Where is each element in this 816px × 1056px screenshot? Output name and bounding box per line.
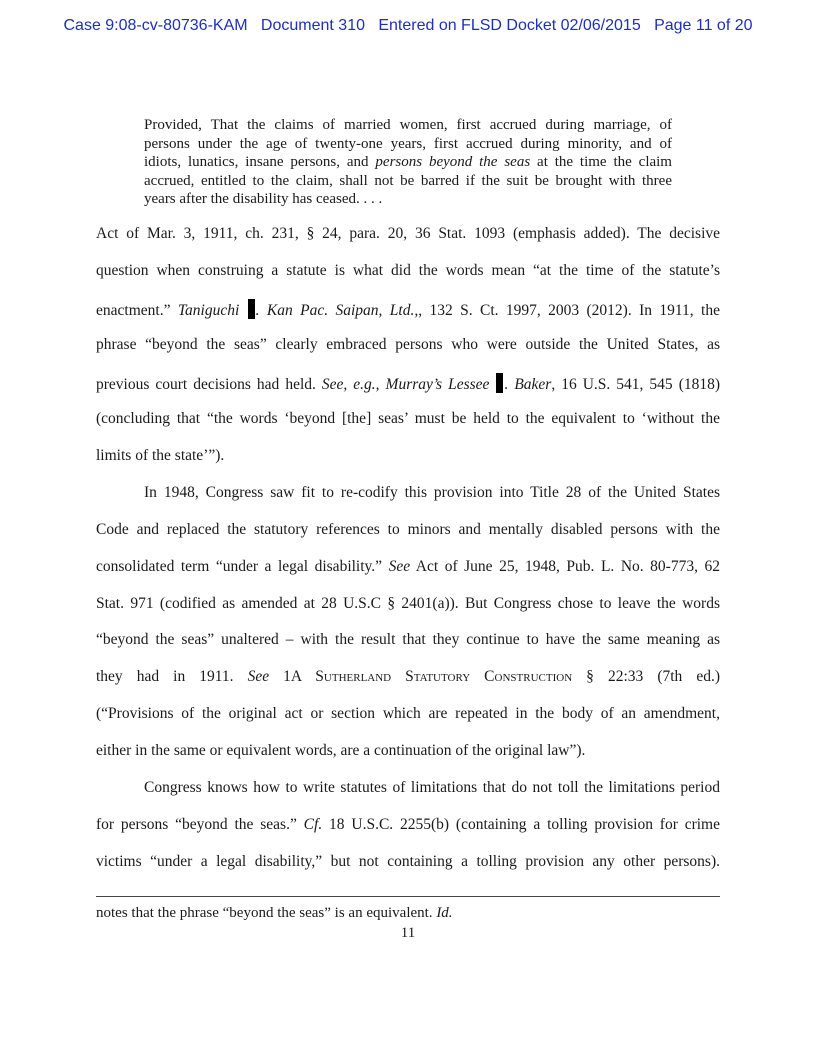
quote-line bbox=[144, 135, 672, 154]
text-run: 18 U.S.C. 2255(b) (containing a tolling provision for crime bbox=[322, 816, 720, 834]
text-run bbox=[489, 376, 495, 393]
document-number: Document 310 bbox=[260, 17, 365, 34]
body-line bbox=[96, 410, 720, 428]
text-run: years after the disability has ceased. . . . bbox=[144, 191, 383, 208]
italic-text: . Kan Pac. Saipan, Ltd., bbox=[255, 301, 419, 319]
text-run: Stat. 971 (codified as amended at 28 U.S.C § 2401(a)). But Congress chose to leave the words bbox=[96, 594, 720, 612]
quote-line bbox=[144, 116, 672, 135]
italic-text: See bbox=[388, 557, 411, 575]
quote-line bbox=[144, 153, 672, 172]
italic-text: Cf. bbox=[303, 816, 323, 834]
italic-text: . Baker bbox=[504, 375, 552, 393]
page-number: 11 bbox=[400, 925, 416, 941]
text-run bbox=[239, 302, 246, 319]
text-run: , 16 U.S. 541, 545 (1818) bbox=[551, 375, 721, 393]
body-line bbox=[96, 705, 720, 723]
text-run: , 132 S. Ct. 1997, 2003 (2012). In 1911, the bbox=[418, 301, 720, 319]
footnote-divider bbox=[96, 896, 720, 897]
body-line bbox=[96, 742, 720, 760]
body-line bbox=[96, 595, 720, 613]
text-run: for persons “beyond the seas.” bbox=[96, 816, 304, 834]
text-run: Act of June 25, 1948, Pub. L. No. 80-773, 62 bbox=[410, 557, 720, 575]
text-run: previous court decisions had held. bbox=[96, 375, 322, 393]
body-line bbox=[96, 521, 720, 539]
text-run: 1A bbox=[269, 668, 316, 686]
body-line bbox=[96, 299, 720, 320]
text-run: (“Provisions of the original act or section which are repeated in the body of an amendment, bbox=[96, 705, 720, 723]
quote-line bbox=[144, 172, 672, 191]
body-line bbox=[96, 373, 720, 394]
body-line bbox=[96, 853, 720, 871]
body-line bbox=[96, 336, 720, 354]
text-run: idiots, lunatics, insane persons, and bbox=[144, 154, 376, 171]
body-line bbox=[96, 816, 720, 834]
text-run: Provided, That the claims of married women, first accrued during marriage, of bbox=[144, 117, 672, 133]
body-line bbox=[96, 262, 720, 280]
footnote-text bbox=[96, 905, 453, 922]
text-run: question when construing a statute is what did the words mean “at the time of the statute’s bbox=[96, 261, 720, 279]
text-run: phrase “beyond the seas” clearly embraced persons who were outside the United States, as bbox=[96, 335, 720, 353]
docket-header bbox=[0, 17, 816, 35]
italic-text: persons beyond the seas bbox=[375, 154, 531, 171]
text-run: consolidated term “under a legal disability.” bbox=[96, 557, 389, 575]
body-line bbox=[96, 779, 720, 797]
quote-line bbox=[144, 190, 672, 209]
italic-text: See, e.g., Murray’s Lessee bbox=[321, 375, 490, 393]
text-run: Code and replaced the statutory references to minors and mentally disabled persons with the bbox=[96, 520, 720, 538]
text-run: Act of Mar. 3, 1911, ch. 231, § 24, para. 20, 36 Stat. 1093 (emphasis added). The decisive bbox=[96, 225, 720, 242]
text-run: victims “under a legal disability,” but not containing a tolling provision any other persons). bbox=[96, 853, 720, 871]
text-run: notes that the phrase “beyond the seas” is an equivalent. bbox=[96, 905, 437, 921]
redaction-mark bbox=[248, 299, 255, 319]
italic-text: Taniguchi bbox=[177, 301, 240, 319]
italic-text: Id. bbox=[436, 905, 453, 921]
text-run: enactment.” bbox=[96, 301, 178, 319]
body-line bbox=[96, 447, 720, 465]
body-line bbox=[96, 225, 720, 243]
page-info: Page 11 of 20 bbox=[654, 17, 753, 34]
text-run: § 22:33 (7th ed.) bbox=[572, 668, 720, 686]
text-run: persons under the age of twenty-one years, first accrued during minority, and of bbox=[144, 135, 672, 152]
text-run: at the time the claim bbox=[530, 154, 672, 171]
block-quote bbox=[144, 116, 672, 209]
text-run: In 1948, Congress saw fit to re-codify this provision into Title 28 of the United States bbox=[144, 483, 720, 501]
body-line bbox=[96, 558, 720, 576]
text-run: limits of the state’”). bbox=[96, 446, 225, 464]
small-caps-text: Sutherland Statutory Construction bbox=[315, 668, 573, 686]
redaction-mark bbox=[496, 373, 503, 393]
italic-text: See bbox=[247, 668, 270, 686]
text-run: accrued, entitled to the claim, shall not be barred if the suit be brought with three bbox=[144, 172, 672, 189]
body-line bbox=[96, 668, 720, 686]
text-run: Congress knows how to write statutes of limitations that do not toll the limitations period bbox=[144, 779, 720, 797]
body-line bbox=[96, 484, 720, 502]
text-run: they had in 1911. bbox=[96, 668, 248, 686]
text-run: either in the same or equivalent words, are a continuation of the original law”). bbox=[96, 742, 586, 760]
text-run: “beyond the seas” unaltered – with the result that they continue to have the same meaning as bbox=[96, 631, 720, 649]
entry-info: Entered on FLSD Docket 02/06/2015 bbox=[378, 17, 641, 34]
case-number: Case 9:08-cv-80736-KAM bbox=[63, 17, 248, 34]
body-line bbox=[96, 631, 720, 649]
text-run: (concluding that “the words ‘beyond [the] seas’ must be held to the equivalent to ‘without the bbox=[96, 409, 720, 427]
